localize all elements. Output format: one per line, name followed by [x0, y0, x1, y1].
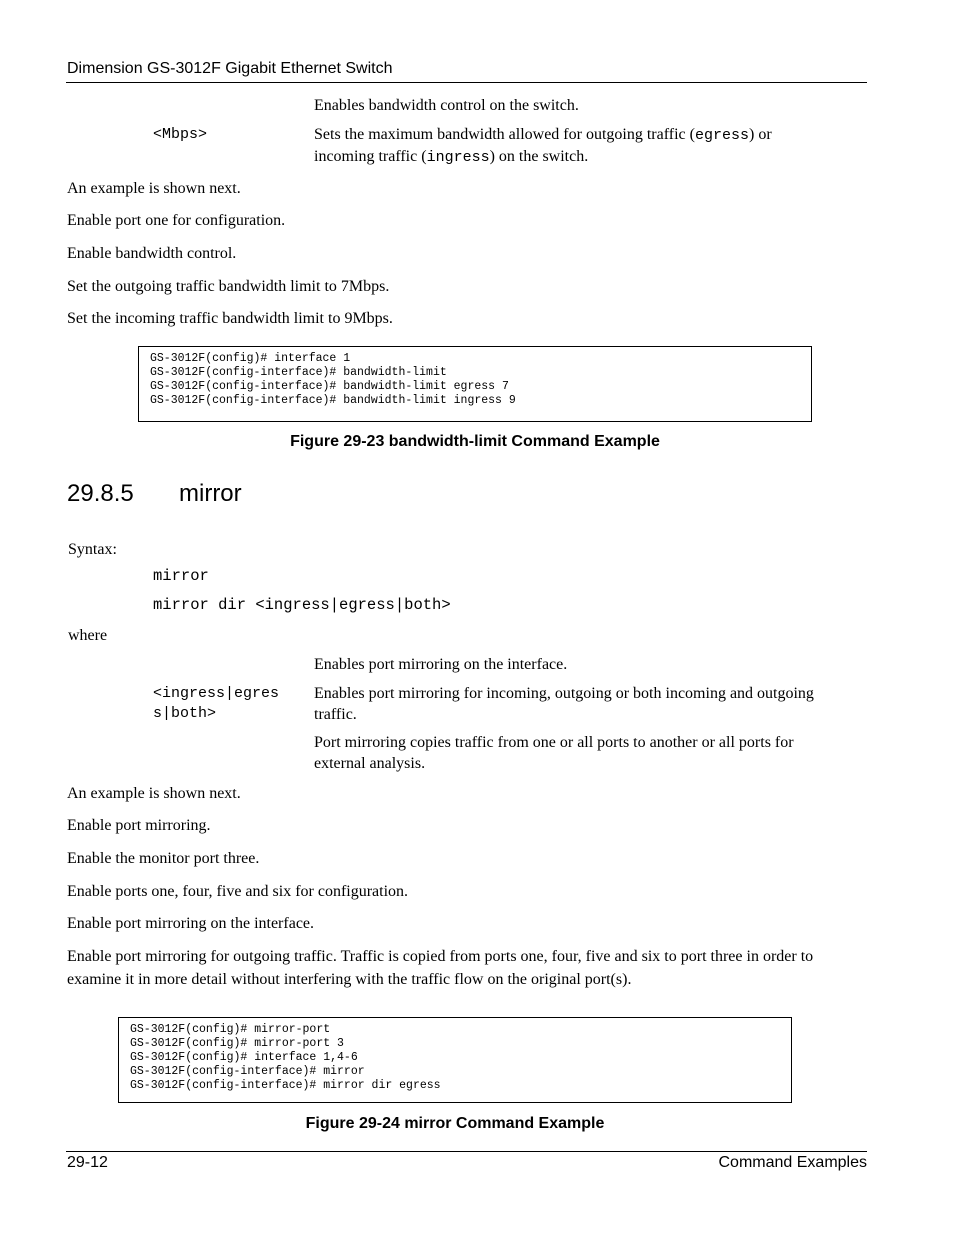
code-line: GS-3012F(config)# mirror-port — [130, 1023, 331, 1036]
code-line: GS-3012F(config)# mirror-port 3 — [130, 1037, 344, 1050]
bandwidth-step: Enable port one for configuration. — [67, 212, 286, 229]
header-rule — [66, 82, 867, 83]
egress-code: egress — [694, 127, 749, 144]
mirror-row2-description: Enables port mirroring for incoming, outgoing or both incoming and outgoing traffic. — [314, 685, 814, 723]
code-example-box — [118, 1017, 792, 1103]
footer-rule — [66, 1151, 867, 1152]
syntax-line: mirror dir <ingress|egress|both> — [153, 596, 451, 614]
mirror-step: Enable port mirroring. — [67, 817, 211, 834]
bandwidth-row2-description — [314, 124, 844, 168]
mirror-row1-description: Enables port mirroring on the interface. — [314, 656, 568, 673]
running-header-title: Dimension GS-3012F Gigabit Ethernet Switch — [67, 60, 393, 77]
mirror-step: Enable ports one, four, five and six for configuration. — [67, 883, 409, 900]
section-title: mirror — [179, 480, 242, 507]
bandwidth-step: Enable bandwidth control. — [67, 245, 237, 262]
mirror-row3-description: Port mirroring copies traffic from one or all ports to another or all ports for external analysis. — [314, 734, 794, 772]
code-line: GS-3012F(config-interface)# bandwidth-limit — [150, 366, 447, 379]
code-line: GS-3012F(config-interface)# mirror dir egress — [130, 1079, 441, 1092]
bandwidth-step: Set the incoming traffic bandwidth limit to 9Mbps. — [67, 310, 393, 327]
code-line: GS-3012F(config-interface)# mirror — [130, 1065, 365, 1078]
code-line: GS-3012F(config-interface)# bandwidth-limit egress 7 — [150, 380, 509, 393]
syntax-label: Syntax: — [68, 541, 117, 558]
param-line: s|both> — [153, 705, 217, 722]
section-heading — [67, 480, 242, 508]
desc-text: ) or — [748, 126, 772, 143]
syntax-line: mirror — [153, 567, 209, 585]
mirror-step: Enable port mirroring on the interface. — [67, 915, 315, 932]
mirror-step: Enable the monitor port three. — [67, 850, 260, 867]
code-line: GS-3012F(config-interface)# bandwidth-limit ingress 9 — [150, 394, 516, 407]
ingress-code: ingress — [426, 149, 490, 166]
bandwidth-row2-param: <Mbps> — [153, 126, 208, 143]
desc-text: incoming traffic ( — [314, 148, 427, 165]
bandwidth-step: An example is shown next. — [67, 180, 241, 197]
mirror-step: An example is shown next. — [67, 785, 241, 802]
bandwidth-row1-description: Enables bandwidth control on the switch. — [314, 97, 579, 114]
page-number: 29-12 — [67, 1154, 108, 1171]
mirror-row2-param — [153, 684, 279, 724]
desc-text: Sets the maximum bandwidth allowed for outgoing traffic ( — [314, 126, 695, 143]
figure-caption: Figure 29-24 mirror Command Example — [305, 1115, 605, 1132]
bandwidth-step: Set the outgoing traffic bandwidth limit to 7Mbps. — [67, 278, 390, 295]
param-line: <ingress|egres — [153, 685, 280, 702]
section-number: 29.8.5 — [67, 480, 134, 507]
footer-section-title: Command Examples — [718, 1154, 867, 1171]
figure-caption: Figure 29-23 bandwidth-limit Command Example — [290, 433, 660, 450]
code-example-box — [138, 346, 812, 422]
code-line: GS-3012F(config)# interface 1 — [150, 352, 351, 365]
mirror-step: Enable port mirroring for outgoing traffic. Traffic is copied from ports one, four, five and six to port three in order to examine it in more detail without interfering with the traffic flow on the original port(s). — [67, 948, 814, 988]
desc-text: ) on the switch. — [489, 148, 589, 165]
code-line: GS-3012F(config)# interface 1,4-6 — [130, 1051, 358, 1064]
where-label: where — [68, 627, 108, 644]
